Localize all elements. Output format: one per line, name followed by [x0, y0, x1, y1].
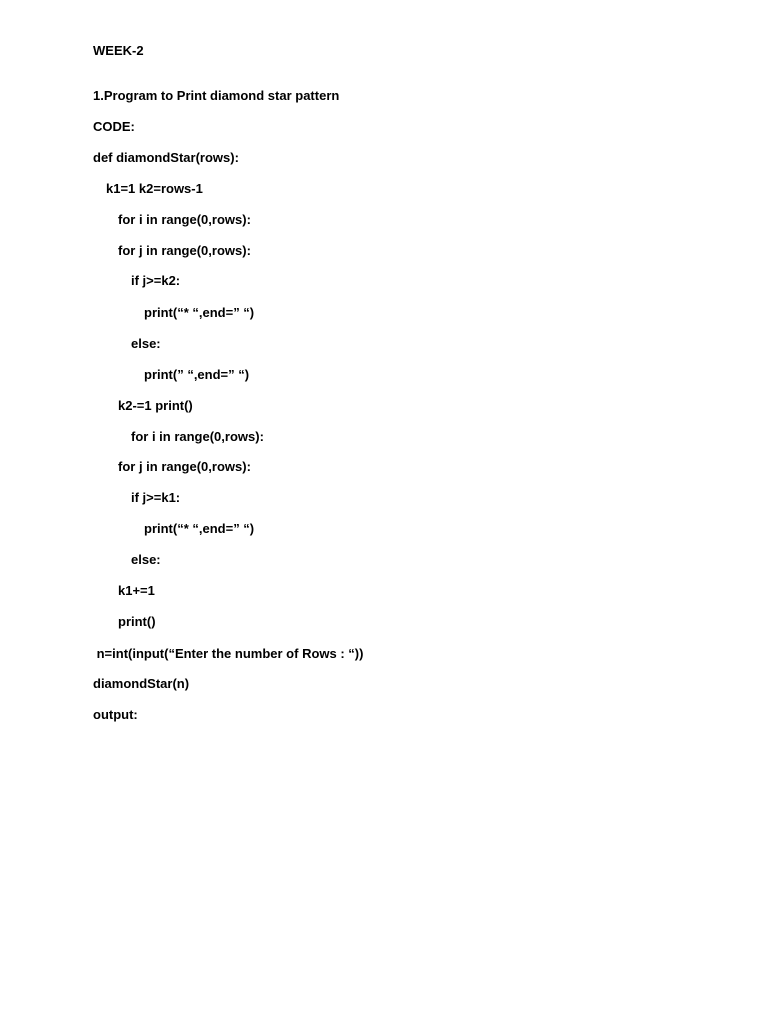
code-line: else:	[131, 336, 161, 351]
code-line: if j>=k2:	[131, 273, 181, 288]
program-title: 1.Program to Print diamond star pattern	[93, 88, 340, 103]
code-line: for i in range(0,rows):	[131, 429, 264, 444]
code-label: CODE:	[93, 119, 135, 134]
week-heading: WEEK-2	[93, 43, 144, 58]
code-line: k1=1 k2=rows-1	[106, 181, 203, 196]
code-line: print(” “,end=” “)	[144, 367, 250, 382]
code-line: else:	[131, 552, 161, 567]
code-line: print()	[118, 614, 156, 629]
code-line: diamondStar(n)	[93, 676, 190, 691]
code-line: for i in range(0,rows):	[118, 212, 251, 227]
code-line: for j in range(0,rows):	[118, 459, 251, 474]
code-line: def diamondStar(rows):	[93, 150, 239, 165]
code-line: k1+=1	[118, 583, 155, 598]
code-line: for j in range(0,rows):	[118, 243, 251, 258]
code-line: k2-=1 print()	[118, 398, 193, 413]
output-label: output:	[93, 707, 138, 722]
code-line: n=int(input(“Enter the number of Rows : “))	[93, 646, 364, 661]
code-line: print(“* “,end=” “)	[144, 521, 255, 536]
code-line: print(“* “,end=” “)	[144, 305, 255, 320]
code-line: if j>=k1:	[131, 490, 181, 505]
